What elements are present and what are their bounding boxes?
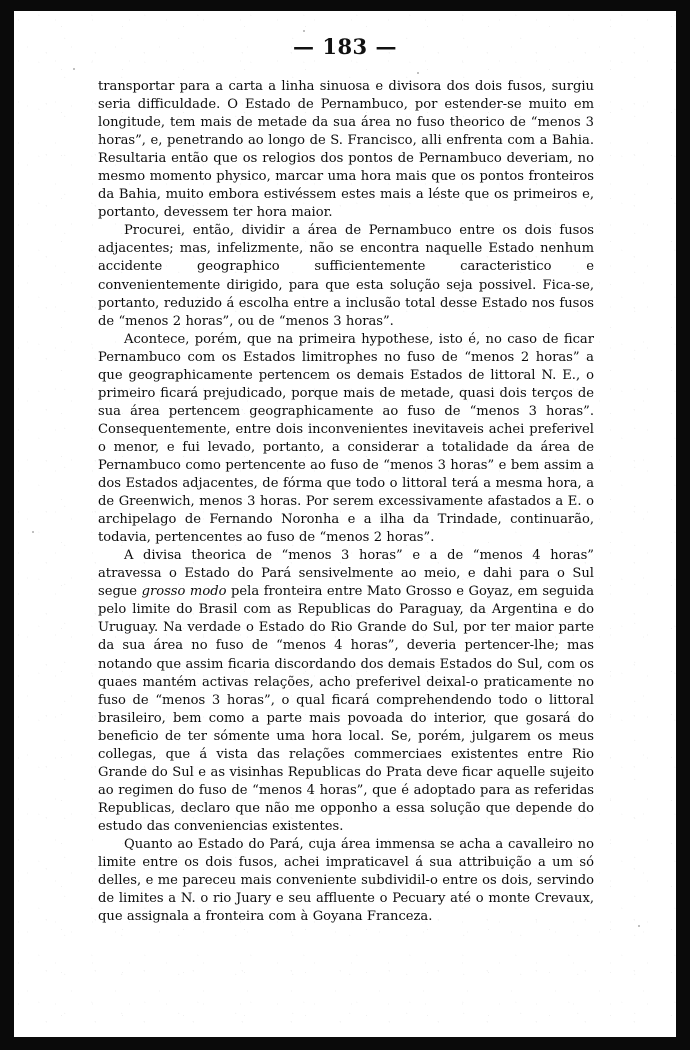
paragraph-para-1 [98, 78, 594, 222]
text-run: pela fronteira entre Mato Grosso e Goyaz, em seguida pelo limite do Brasil com as Republicas do Paraguay, da Argentina e do Uruguay. Na verdade o Estado do Rio Grande do Sul, por ter maior parte da sua área no fuso de “menos 4 horas”, deveria pertencer-lhe; mas notando que assim ficaria discordando dos demais Estados do Sul, com os quaes mantém activas relações, acho preferivel deixal-o praticamente no fuso de “menos 3 horas”, o qual ficará comprehendendo todo o littoral brasileiro, bem como a parte mais povoada do interior, que gosará do beneficio de ter sómente uma hora local. Se, porém, julgarem os meus collegas, que á vista das relações commerciaes existentes entre Rio Grande do Sul e as visinhas Republicas do Prata deve ficar aquelle sujeito ao regimen do fuso de “menos 4 horas”, que é adoptado para as referidas Republicas, declaro que não me opponho a essa solução que depende do estudo das conveniencias existentes. [98, 584, 594, 834]
text-run: Acontece, porém, que na primeira hypothese, isto é, no caso de ficar Pernambuco com os Estados limitrophes no fuso de “menos 2 horas” a que geographicamente pertencem os demais Estados de littoral N. E., o primeiro ficará prejudicado, porque mais de metade, quasi dois terços de sua área pertencem geographicamente ao fuso de “menos 3 horas”. Consequentemente, entre dois inconvenientes inevitaveis achei preferivel o menor, e fui levado, portanto, a considerar a totalidade da área de Pernambuco como pertencente ao fuso de “menos 3 horas” e bem assim a dos Estados adjacentes, de fórma que todo o littoral terá a mesma hora, a de Greenwich, menos 3 horas. Por serem excessivamente afastados a E. o archipelago de Fernando Noronha e a ilha da Trindade, continuarão, todavia, pertencentes ao fuso de “menos 2 horas”. [98, 331, 594, 546]
page-header [14, 34, 676, 59]
page-folio-number: — 183 — [293, 34, 397, 59]
scan-speck [638, 925, 640, 927]
text-run: transportar para a carta a linha sinuosa e divisora dos dois fusos, surgiu seria difficuldade. O Estado de Pernambuco, por estender-se muito em longitude, tem mais de metade da sua área no fuso theorico de “menos 3 horas”, e, penetrando ao longo de S. Francisco, alli enfrenta com a Bahia. Resultaria então que os relogios dos pontos de Pernambuco deveriam, no mesmo momento physico, marcar uma hora mais que os pontos fronteiros da Bahia, muito embora estivéssem estes mais a léste que os primeiros e, portanto, devessem ter hora maior. [98, 79, 594, 221]
italic-phrase: grosso modo [141, 584, 227, 600]
text-run: Quanto ao Estado do Pará, cuja área immensa se acha a cavalleiro no limite entre os dois fusos, achei impraticavel á sua attribuição a um só delles, e me pareceu mais conveniente subdividil-o entre os dois, servindo de limites a N. o rio Juary e seu affluente o Pecuary até o monte Crevaux, que assignala a fronteira com à Goyana Franceza. [98, 836, 594, 925]
scan-speck [32, 531, 34, 533]
body-text-block [98, 78, 594, 926]
scan-speck [303, 30, 305, 32]
scan-speck [417, 72, 419, 74]
text-run: Procurei, então, dividir a área de Pernambuco entre os dois fusos adjacentes; mas, infelizmente, não se encontra naquelle Estado nenhum accidente geographico sufficientemente caracteristico e convenientemente dirigido, para que esta solução seja possivel. Fica-se, portanto, reduzido á escolha entre a inclusão total desse Estado nos fusos de “menos 2 horas”, ou de “menos 3 horas”. [98, 223, 594, 329]
scan-speck [73, 68, 75, 70]
paragraph-para-2 [98, 222, 594, 330]
page-sheet [14, 11, 676, 1037]
text-run: A divisa theorica de “menos 3 horas” e a de “menos 4 horas” atravessa o Estado do Pará sensivelmente ao meio, e dahi para o Sul segue [98, 548, 594, 600]
paragraph-para-4 [98, 547, 594, 836]
paragraph-para-3 [98, 331, 594, 548]
paragraph-para-5 [98, 836, 594, 926]
